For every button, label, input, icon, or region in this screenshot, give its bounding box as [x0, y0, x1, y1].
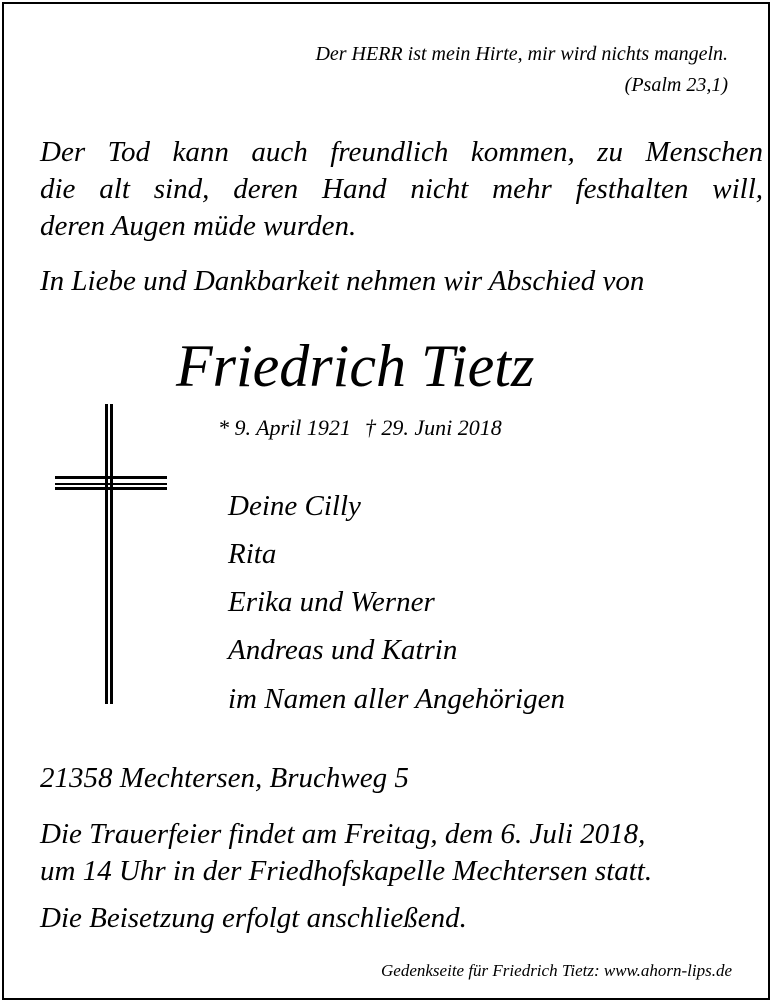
farewell-text: In Liebe und Dankbarkeit nehmen wir Abschied von [40, 265, 645, 297]
memorial-page-footer: Gedenkseite für Friedrich Tietz: www.ahorn-lips.de [381, 961, 732, 980]
mourner-item: im Namen aller Angehörigen [228, 683, 565, 715]
mourner-item: Erika und Werner [228, 586, 435, 618]
cross-icon-vertical [105, 404, 113, 704]
birth-date: * 9. April 1921 [218, 415, 351, 440]
burial-info: Die Beisetzung erfolgt anschließend. [40, 902, 467, 934]
cross-icon-horizontal-inner [55, 483, 167, 485]
bible-verse-reference: (Psalm 23,1) [624, 74, 728, 96]
life-dates [218, 414, 502, 442]
intro-line-1: Der Tod kann auch freundlich kommen, zu Menschen [40, 136, 763, 168]
mourner-item: Andreas und Katrin [228, 634, 458, 666]
intro-line-2: die alt sind, deren Hand nicht mehr festhalten will, [40, 173, 763, 205]
intro-line-3: deren Augen müde wurden. [40, 210, 357, 242]
intro-text [40, 134, 763, 171]
intro-text [40, 208, 763, 245]
cross-icon [55, 404, 167, 704]
cross-icon-horizontal [55, 476, 167, 490]
mourner-item: Deine Cilly [228, 490, 361, 522]
address: 21358 Mechtersen, Bruchweg 5 [40, 762, 409, 794]
mourner-item: Rita [228, 538, 277, 570]
death-date: † 29. Juni 2018 [364, 415, 502, 440]
service-info-line-2: um 14 Uhr in der Friedhofskapelle Mechtersen statt. [40, 855, 653, 887]
deceased-name: Friedrich Tietz [176, 333, 535, 399]
bible-verse: Der HERR ist mein Hirte, mir wird nichts mangeln. [315, 43, 728, 65]
service-info-line-1: Die Trauerfeier findet am Freitag, dem 6. Juli 2018, [40, 818, 646, 850]
intro-text [40, 171, 763, 208]
